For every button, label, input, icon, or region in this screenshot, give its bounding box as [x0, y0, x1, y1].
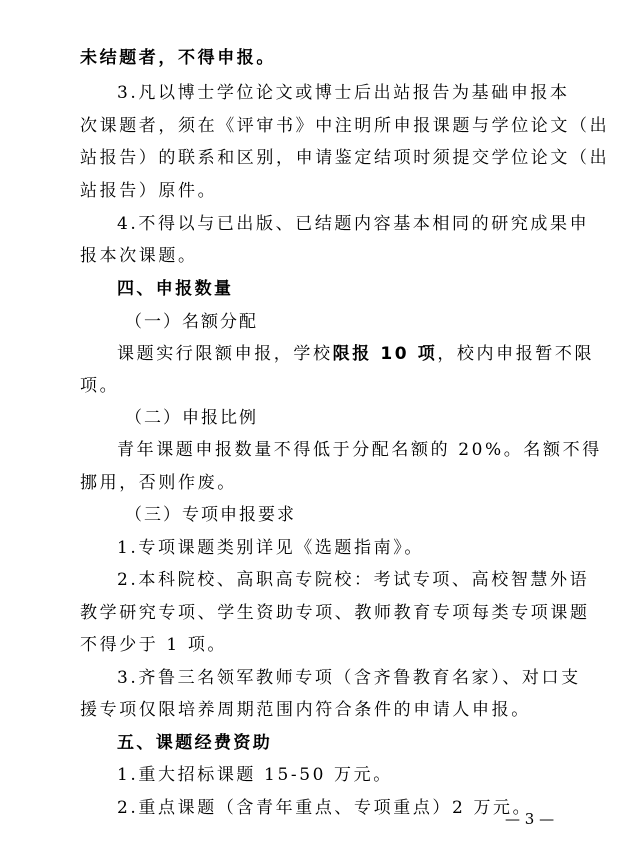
text-line: 4.不得以与已出版、已结题内容基本相同的研究成果申	[117, 214, 590, 234]
text-line	[117, 342, 594, 366]
text-line: 援专项仅限培养周期范围内符合条件的申请人申报。	[80, 700, 531, 720]
text-line: 报本次课题。	[80, 246, 198, 266]
page-number: — 3 —	[505, 810, 555, 828]
text-line: 教学研究专项、学生资助专项、教师教育专项每类专项课题	[80, 603, 590, 623]
text-line: 2.本科院校、高职高专院校：考试专项、高校智慧外语	[117, 570, 590, 590]
subsection-heading: （三）专项申报要求	[125, 505, 296, 525]
text-line: 3.齐鲁三名领军教师专项（含齐鲁教育名家）、对口支	[117, 668, 581, 688]
text-line: 站报告）的联系和区别，申请鉴定结项时须提交学位论文（出	[80, 148, 610, 168]
text-line: 次课题者，须在《评审书》中注明所申报课题与学位论文（出	[80, 116, 610, 136]
text-line: 1.重大招标课题 15-50 万元。	[117, 765, 393, 785]
emphasis-text: 限报 10 项	[332, 344, 438, 364]
text-line: 1.专项课题类别详见《选题指南》。	[117, 538, 424, 558]
text-line: 2.重点课题（含青年重点、专项重点）2 万元。	[117, 798, 533, 818]
text-line: 不得少于 1 项。	[80, 635, 228, 655]
text-line: 站报告）原件。	[80, 181, 218, 201]
subsection-heading: （一）名额分配	[125, 312, 258, 332]
text-span: 课题实行限额申报，学校	[117, 344, 333, 364]
section-heading: 四、申报数量	[117, 279, 234, 299]
text-line: 项。	[80, 376, 120, 396]
subsection-heading: （二）申报比例	[125, 408, 258, 428]
text-line: 青年课题申报数量不得低于分配名额的 20%。名额不得	[117, 440, 602, 460]
text-span: ，校内申报暂不限	[437, 344, 595, 364]
section-heading: 五、课题经费资助	[117, 733, 273, 753]
text-line: 3.凡以博士学位论文或博士后出站报告为基础申报本	[117, 83, 570, 103]
text-line: 未结题者，不得申报。	[80, 48, 276, 68]
text-line: 挪用，否则作废。	[80, 473, 237, 493]
